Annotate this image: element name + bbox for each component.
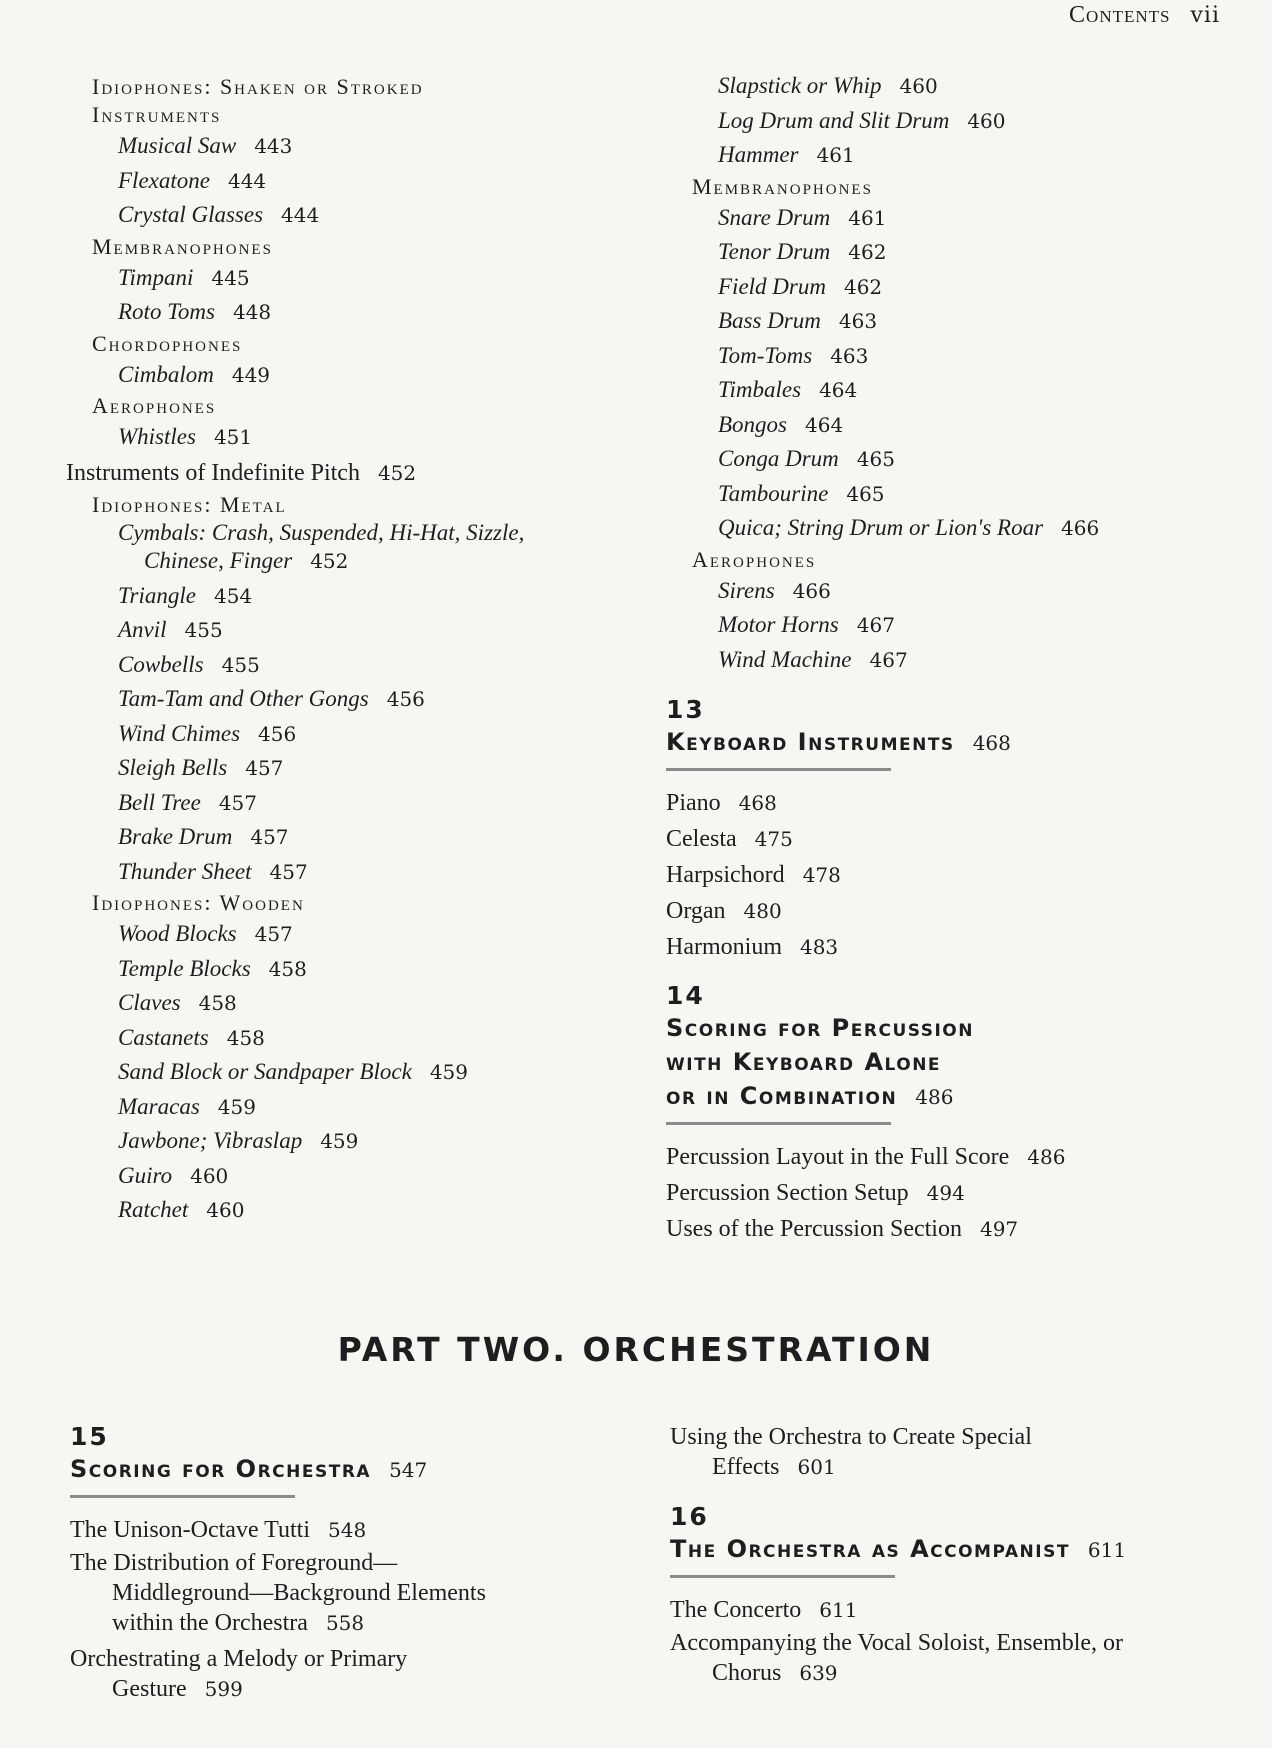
entry-page: 466 <box>1061 516 1100 540</box>
entry-page: 465 <box>856 447 895 471</box>
chapter-title-text: The Orchestra as Accompanist <box>670 1535 1070 1563</box>
toc-entry[interactable] <box>670 1592 1260 1628</box>
toc-entry[interactable] <box>670 1422 1260 1482</box>
toc-entry[interactable] <box>66 261 666 296</box>
entry-title: The Concerto <box>670 1597 802 1623</box>
entry-page: 463 <box>838 309 878 333</box>
chapter-rule <box>70 1495 295 1498</box>
entry-page: 463 <box>830 343 869 368</box>
entry-title: Brake Drum <box>118 824 233 849</box>
toc-entry[interactable] <box>66 855 666 890</box>
entry-page: 457 <box>269 859 308 884</box>
entry-continuation <box>70 1608 630 1638</box>
toc-entry[interactable] <box>666 442 1256 477</box>
toc-entry[interactable] <box>66 717 666 752</box>
entry-continuation: Middleground—Background Elements <box>112 1580 486 1606</box>
entry-page: 458 <box>198 991 237 1015</box>
chapter-page: 486 <box>915 1085 954 1109</box>
entry-page: 457 <box>254 922 293 946</box>
chapter-page: 468 <box>972 731 1011 755</box>
toc-entry[interactable] <box>666 643 1256 678</box>
entry-title: Temple Blocks <box>118 955 251 981</box>
entry-page: 462 <box>843 274 883 299</box>
toc-entry[interactable] <box>670 1628 1260 1688</box>
entry-page: 444 <box>281 203 320 227</box>
entry-title: Castanets <box>118 1024 209 1050</box>
toc-entry[interactable] <box>666 270 1256 305</box>
entry-title: Claves <box>118 990 181 1015</box>
group-heading: Idiophones: Metal <box>92 491 287 517</box>
entry-page: 601 <box>797 1455 836 1479</box>
entry-title: Cowbells <box>118 651 204 677</box>
entry-title: Triangle <box>118 582 196 608</box>
entry-title: Hammer <box>718 142 799 167</box>
toc-entry[interactable] <box>666 408 1256 443</box>
entry-title-line: The Distribution of Foreground— <box>70 1550 398 1576</box>
toc-entry[interactable] <box>666 304 1256 339</box>
entry-title: Wind Machine <box>718 646 852 672</box>
toc-entry[interactable] <box>666 929 1256 965</box>
toc-entry[interactable] <box>666 511 1256 546</box>
entry-title: Tam-Tam and Other Gongs <box>118 686 369 711</box>
entry-title-line: Orchestrating a Melody or Primary <box>70 1646 408 1672</box>
entry-title: Crystal Glasses <box>118 202 264 227</box>
entry-title-line: within the Orchestra <box>112 1610 308 1636</box>
entry-title: Celesta <box>666 826 737 852</box>
part-heading: PART TWO. ORCHESTRATION <box>337 1330 935 1369</box>
toc-entry[interactable] <box>66 295 666 330</box>
entry-title: Tom-Toms <box>718 342 813 368</box>
entry-page: 599 <box>204 1677 243 1701</box>
entry-title: Piano <box>666 790 721 816</box>
entry-title: Wood Blocks <box>118 921 237 946</box>
entry-title: Sirens <box>718 577 775 603</box>
toc-entry[interactable] <box>66 682 666 717</box>
entry-page: 449 <box>231 362 271 387</box>
chapter-number: 14 <box>666 981 705 1010</box>
toc-entry[interactable] <box>66 1090 666 1125</box>
entry-title: Guiro <box>118 1162 173 1188</box>
chapter-title[interactable] <box>70 1452 630 1487</box>
right-column <box>666 69 1256 1247</box>
toc-entry[interactable] <box>66 358 666 393</box>
toc-entry[interactable] <box>66 820 666 855</box>
entry-page: 486 <box>1027 1145 1066 1169</box>
entry-title: Bell Tree <box>118 789 201 815</box>
entry-title: Organ <box>666 898 726 924</box>
entry-page: 452 <box>310 548 349 573</box>
entry-page: 459 <box>217 1094 256 1119</box>
toc-entry[interactable] <box>666 339 1256 374</box>
running-head-label: Contents <box>1069 2 1171 28</box>
entry-title: Timbales <box>718 377 802 402</box>
toc-entry[interactable] <box>70 1644 630 1704</box>
toc-entry[interactable] <box>66 751 666 786</box>
entry-title: Cimbalom <box>118 361 214 387</box>
toc-entry[interactable] <box>666 373 1256 408</box>
toc-entry[interactable] <box>666 201 1256 236</box>
entry-title: Maracas <box>118 1093 200 1119</box>
entry-page: 457 <box>250 825 289 849</box>
entry-page: 480 <box>743 899 782 923</box>
entry-page: 466 <box>792 578 831 603</box>
toc-entry[interactable] <box>666 785 1256 821</box>
toc-entry[interactable] <box>666 104 1256 139</box>
entry-title-line: Effects <box>712 1454 780 1480</box>
entry-title: Bass Drum <box>718 308 821 333</box>
toc-entry[interactable] <box>66 952 666 987</box>
toc-entry[interactable] <box>66 648 666 683</box>
toc-entry[interactable] <box>666 1139 1256 1175</box>
chapter-number: 13 <box>666 695 705 724</box>
entry-title-line: Chinese, Finger <box>144 547 293 573</box>
entry-title: Uses of the Percussion Section <box>666 1216 962 1242</box>
toc-entry[interactable] <box>66 579 666 614</box>
toc-entry[interactable] <box>66 1193 666 1228</box>
entry-title: Thunder Sheet <box>118 858 252 884</box>
entry-page: 611 <box>819 1598 858 1622</box>
toc-entry[interactable] <box>66 786 666 821</box>
toc-entry[interactable] <box>666 574 1256 609</box>
entry-page: 459 <box>320 1129 359 1153</box>
entry-page: 458 <box>226 1025 265 1050</box>
chapter-title-line: with Keyboard Alone <box>666 1048 942 1076</box>
entry-page: 457 <box>245 756 284 780</box>
toc-entry[interactable] <box>666 1211 1256 1247</box>
entry-page: 460 <box>190 1163 229 1188</box>
group-heading: Chordophones <box>92 330 243 356</box>
entry-title: Roto Toms <box>118 299 215 324</box>
entry-title: Motor Horns <box>718 612 839 637</box>
toc-entry[interactable] <box>66 129 666 164</box>
entry-page: 455 <box>221 652 260 677</box>
entry-title-line: Chorus <box>712 1660 782 1686</box>
chapter-page: 547 <box>389 1458 428 1482</box>
group-heading: Membranophones <box>92 233 273 259</box>
entry-title-line: Accompanying the Vocal Soloist, Ensemble, or <box>670 1630 1124 1656</box>
entry-page: 467 <box>856 613 895 637</box>
toc-entry[interactable] <box>666 893 1256 929</box>
entry-title: Sand Block or Sandpaper Block <box>118 1059 412 1084</box>
left-column <box>66 73 666 1228</box>
toc-entry[interactable] <box>666 477 1256 512</box>
toc-entry[interactable] <box>66 613 666 648</box>
entry-title: Quica; String Drum or Lion's Roar <box>718 515 1044 540</box>
part-two-left-column <box>70 1422 630 1710</box>
group-heading: Aerophones <box>692 546 817 572</box>
entry-title: Jawbone; Vibraslap <box>118 1128 303 1153</box>
entry-page: 475 <box>754 827 793 851</box>
entry-title: Flexatone <box>118 167 210 193</box>
toc-entry[interactable] <box>66 1021 666 1056</box>
group-heading: Aerophones <box>92 393 217 418</box>
entry-title: Snare Drum <box>718 204 831 230</box>
entry-title-line: Cymbals: Crash, Suspended, Hi-Hat, Sizzle, <box>118 519 525 545</box>
entry-page: 460 <box>899 74 938 98</box>
entry-page: 448 <box>232 300 272 324</box>
entry-page: 548 <box>328 1518 367 1542</box>
entry-title: Tambourine <box>718 480 829 506</box>
entry-title: The Unison-Octave Tutti <box>70 1517 310 1543</box>
entry-page: 460 <box>206 1198 245 1222</box>
chapter-page: 611 <box>1087 1538 1127 1562</box>
entry-page: 483 <box>799 935 839 959</box>
entry-title: Conga Drum <box>718 446 839 471</box>
group-heading-line: Idiophones: Shaken or Stroked <box>92 74 424 99</box>
chapter-rule <box>670 1575 895 1578</box>
entry-list <box>66 129 666 233</box>
toc-entry[interactable] <box>666 1175 1256 1211</box>
entry-page: 465 <box>846 481 885 506</box>
chapter-title[interactable] <box>666 1011 1256 1114</box>
entry-page: 445 <box>211 265 250 290</box>
entry-title: Percussion Layout in the Full Score <box>666 1144 1010 1170</box>
chapter-title-text: Scoring for Orchestra <box>70 1455 372 1483</box>
toc-entry[interactable] <box>666 857 1256 893</box>
entry-title: Field Drum <box>718 273 826 299</box>
entry-title: Log Drum and Slit Drum <box>718 107 950 133</box>
toc-entry[interactable] <box>666 138 1256 173</box>
entry-title: Harpsichord <box>666 862 785 888</box>
chapter-number: 16 <box>670 1502 709 1531</box>
toc-entry[interactable] <box>70 1548 630 1638</box>
entry-title-line: Using the Orchestra to Create Special <box>670 1424 1032 1450</box>
toc-entry[interactable] <box>66 164 666 199</box>
toc-entry[interactable] <box>66 1159 666 1194</box>
entry-page: 443 <box>254 134 293 158</box>
toc-entry[interactable] <box>66 917 666 952</box>
entry-page: 464 <box>805 412 844 437</box>
toc-entry[interactable] <box>666 608 1256 643</box>
entry-page: 455 <box>184 618 223 642</box>
toc-entry[interactable] <box>66 519 666 575</box>
entry-title-line: Gesture <box>112 1676 187 1702</box>
entry-title: Musical Saw <box>118 133 237 158</box>
entry-title: Whistles <box>118 424 196 449</box>
entry-title: Harmonium <box>666 934 782 960</box>
group-heading: Membranophones <box>692 173 873 199</box>
entry-page: 460 <box>967 108 1006 133</box>
chapter-title-line: Scoring for Percussion <box>666 1014 974 1042</box>
entry-continuation <box>70 1674 630 1704</box>
entry-title: Wind Chimes <box>118 720 241 746</box>
entry-page: 454 <box>213 583 253 608</box>
entry-continuation <box>670 1658 1260 1688</box>
entry-title: Anvil <box>118 617 167 642</box>
chapter-title-text: Keyboard Instruments <box>666 728 955 756</box>
entry-title: Timpani <box>118 264 194 290</box>
running-head <box>1069 2 1220 29</box>
chapter-title[interactable] <box>670 1532 1260 1567</box>
entry-page: 456 <box>386 687 425 711</box>
entry-page: 444 <box>227 168 267 193</box>
entry-continuation <box>118 547 666 575</box>
section-page: 452 <box>377 460 417 485</box>
entry-page: 464 <box>819 378 858 402</box>
entry-title: Percussion Section Setup <box>666 1180 909 1206</box>
toc-entry[interactable] <box>666 235 1256 270</box>
entry-page: 458 <box>268 956 307 981</box>
chapter-rule <box>666 768 891 771</box>
group-heading <box>66 73 666 129</box>
entry-title: Ratchet <box>118 1197 189 1222</box>
toc-entry[interactable] <box>70 1512 630 1548</box>
group-heading: Idiophones: Wooden <box>92 890 305 915</box>
chapter-title[interactable] <box>666 725 1256 760</box>
entry-page: 451 <box>213 425 253 449</box>
entry-page: 459 <box>429 1060 469 1084</box>
toc-entry[interactable] <box>666 821 1256 857</box>
toc-entry[interactable] <box>66 1055 666 1090</box>
entry-title: Tenor Drum <box>718 239 831 264</box>
entry-page: 558 <box>325 1611 365 1635</box>
entry-page: 639 <box>799 1661 838 1685</box>
toc-entry[interactable] <box>66 986 666 1021</box>
entry-page: 457 <box>218 790 258 815</box>
entry-page: 478 <box>802 863 841 887</box>
entry-page: 494 <box>926 1181 965 1205</box>
entry-page: 497 <box>979 1217 1019 1241</box>
toc-entry[interactable] <box>66 1124 666 1159</box>
entry-page: 461 <box>816 143 855 167</box>
entry-title: Sleigh Bells <box>118 755 228 780</box>
group-heading-line: Instruments <box>92 102 222 127</box>
entry-title: Slapstick or Whip <box>718 73 882 98</box>
chapter-number: 15 <box>70 1422 109 1451</box>
entry-page: 468 <box>738 791 777 815</box>
entry-page: 467 <box>869 647 908 672</box>
chapter-rule <box>666 1122 891 1125</box>
chapter-title-line: or in Combination <box>666 1082 898 1110</box>
entry-continuation <box>670 1452 1260 1482</box>
toc-entry[interactable] <box>666 69 1256 104</box>
section-title: Instruments of Indefinite Pitch <box>66 459 360 486</box>
part-two-right-column <box>670 1422 1260 1694</box>
section-entry[interactable] <box>66 455 666 491</box>
entry-title: Bongos <box>718 411 787 437</box>
entry-page: 461 <box>848 205 887 230</box>
running-head-page: vii <box>1190 3 1220 28</box>
entry-page: 456 <box>258 721 297 746</box>
entry-page: 462 <box>848 240 887 264</box>
toc-entry[interactable] <box>66 420 666 455</box>
toc-entry[interactable] <box>66 198 666 233</box>
